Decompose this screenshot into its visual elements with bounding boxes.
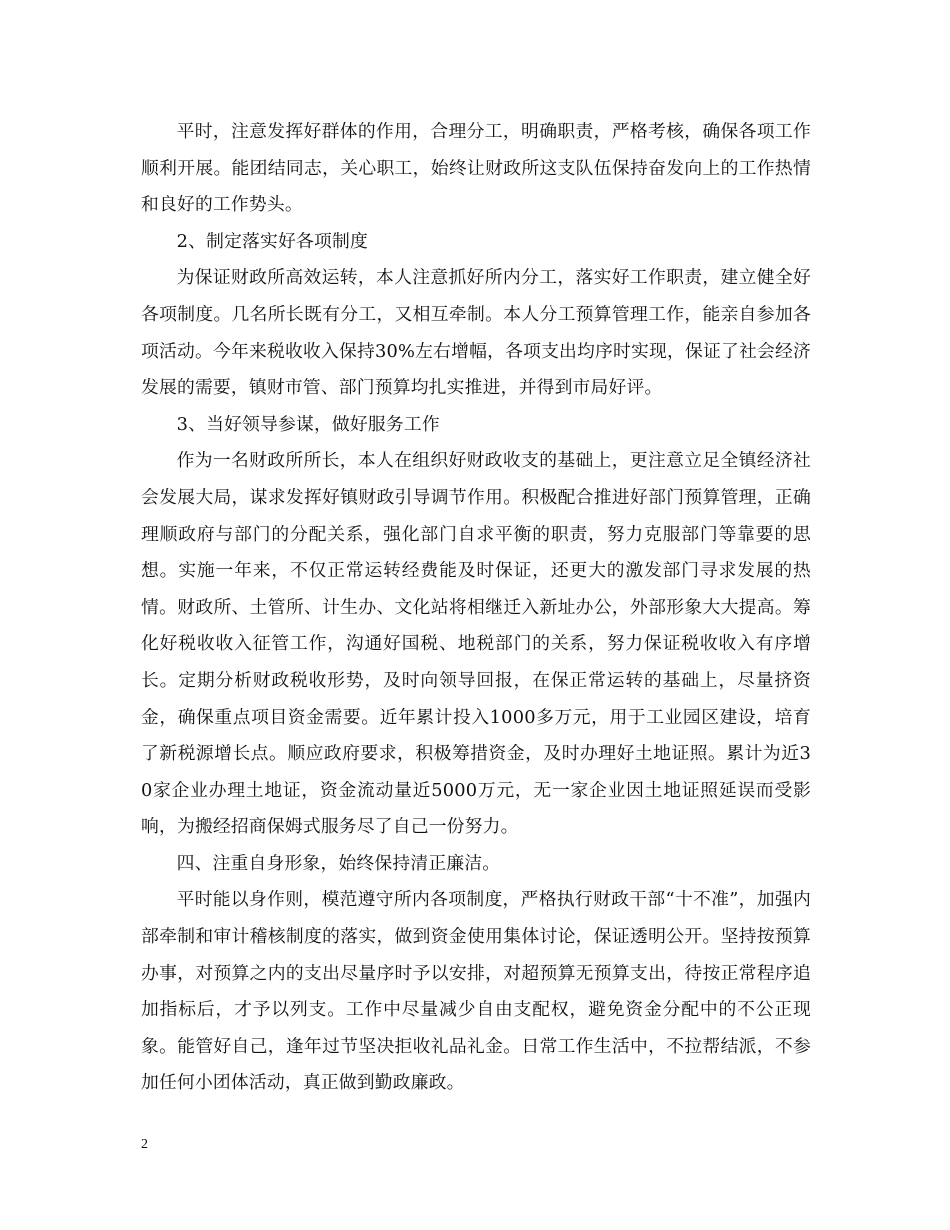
paragraph-integrity: 平时能以身作则，模范遵守所内各项制度，严格执行财政干部“十不准”，加强内部牵制和审计稽核制度的落实，做到资金使用集体讨论，保证透明公开。坚持按预算办事，对预算之内的支出尽量序时予以安排，对超预算无预算支出，待按正常程序追加指标后，才予以列支。工作中尽量减少自由支配权，避免资金分配中的不公正现象。能管好自己，逢年过节坚决拒收礼品礼金。日常工作生活中，不拉帮结派，不参加任何小团体活动，真正做到勤政廉政。 xyxy=(141,889,811,1094)
page-number: 2 xyxy=(141,1137,148,1152)
paragraph-team-work: 平时，注意发挥好群体的作用，合理分工，明确职责，严格考核，确保各项工作顺利开展。能团结同志，关心职工，始终让财政所这支队伍保持奋发向上的工作热情和良好的工作势头。 xyxy=(141,121,811,216)
paragraph-systems: 为保证财政所高效运转，本人注意抓好所内分工，落实好工作职责，建立健全好各项制度。几名所长既有分工，又相互牵制。本人分工预算管理工作，能亲自参加各项活动。今年来税收收入保持30%左右增幅，各项支出均序时实现，保证了社会经济发展的需要，镇财市管、部门预算均扎实推进，并得到市局好评。 xyxy=(141,267,811,399)
heading-service: 3、当好领导参谋，做好服务工作 xyxy=(176,413,440,435)
heading-integrity: 四、注重自身形象，始终保持清正廉洁。 xyxy=(176,852,501,874)
document-body xyxy=(141,114,811,1102)
heading-systems: 2、制定落实好各项制度 xyxy=(176,230,368,252)
paragraph-service: 作为一名财政所所长，本人在组织好财政收支的基础上，更注意立足全镇经济社会发展大局，谋求发挥好镇财政引导调节作用。积极配合推进好部门预算管理，正确理顺政府与部门的分配关系，强化部门自求平衡的职责，努力克服部门等靠要的思想。实施一年来，不仅正常运转经费能及时保证，还更大的激发部门寻求发展的热情。财政所、土管所、计生办、文化站将相继迁入新址办公，外部形象大大提高。筹化好税收收入征管工作，沟通好国税、地税部门的关系，努力保证税收收入有序增长。定期分析财政税收形势，及时向领导回报，在保正常运转的基础上，尽量挤资金，确保重点项目资金需要。近年累计投入1000多万元，用于工业园区建设，培育了新税源增长点。顺应政府要求，积极筹措资金，及时办理好土地证照。累计为近30家企业办理土地证，资金流动量近5000万元，无一家企业因土地证照延误而受影响，为搬经招商保姆式服务尽了自己一份努力。 xyxy=(141,450,811,838)
